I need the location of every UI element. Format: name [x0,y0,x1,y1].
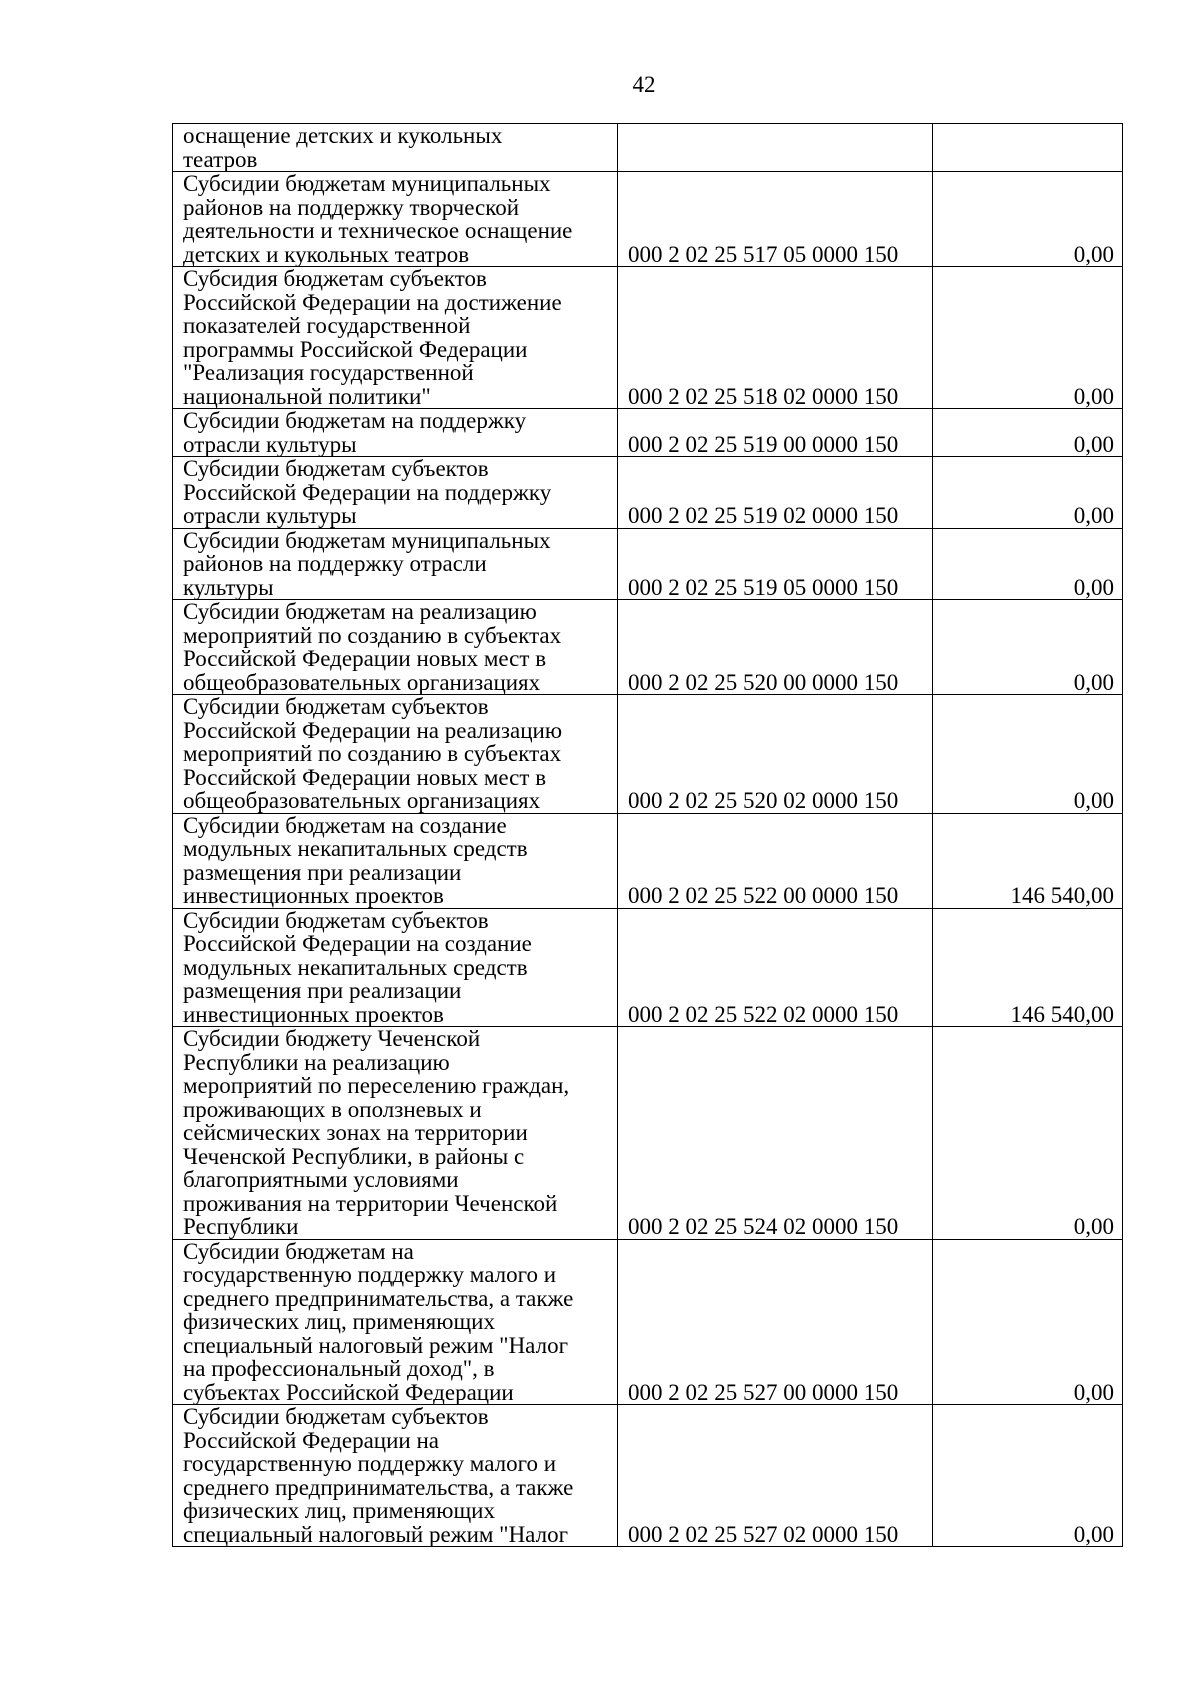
revenue-name: Субсидии бюджету Чеченской Республики на реализацию мероприятий по переселению граждан, проживающих в оползневых и сейсмических зонах на территории Чеченской Республики, в районы с благоприятными условиями проживания на территории Чеченской Республики [183,1026,570,1239]
amount: 0,00 [1073,788,1114,813]
budget-code-cell [618,1239,933,1405]
amount: 146 540,00 [1010,1001,1114,1027]
revenue-name-cell [173,1239,618,1405]
table-row [173,267,1123,409]
table-row [173,1027,1123,1240]
budget-code-cell [618,908,933,1027]
table-row [173,528,1123,600]
amount-cell [933,124,1123,172]
budget-code-cell [618,1027,933,1240]
revenue-name: Субсидии бюджетам муниципальных районов на поддержку отрасли культуры [183,528,551,600]
budget-code-cell [618,457,933,529]
budget-code: 000 2 02 25 519 02 0000 150 [628,503,899,528]
amount: 0,00 [1073,1214,1114,1239]
amount-cell [933,1027,1123,1240]
table-row [173,172,1123,267]
budget-code: 000 2 02 25 522 02 0000 150 [628,1001,899,1027]
revenue-name-cell [173,813,618,908]
revenue-name-cell [173,600,618,695]
budget-code: 000 2 02 25 520 00 0000 150 [628,669,899,695]
amount-cell [933,528,1123,600]
amount-cell [933,457,1123,529]
amount-cell [933,908,1123,1027]
revenue-name-cell [173,409,618,457]
table-body [173,124,1123,1547]
budget-code: 000 2 02 25 527 00 0000 150 [628,1379,899,1405]
revenue-name-cell [173,124,618,172]
table-row [173,409,1123,457]
budget-code: 000 2 02 25 517 05 0000 150 [628,241,899,267]
revenue-name: Субсидии бюджетам на реализацию мероприятий по созданию в субъектах Российской Федерации новых мест в общеобразовательных организациях [183,599,562,695]
revenue-name: Субсидии бюджетам на создание модульных некапитальных средств размещения при реализации инвестиционных проектов [183,813,528,908]
revenue-name: Субсидии бюджетам муниципальных районов на поддержку творческой деятельности и техническое оснащение детских и кукольных театров [183,171,573,267]
revenue-name: Субсидии бюджетам субъектов Российской Федерации на поддержку отрасли культуры [183,456,552,528]
revenue-name: Субсидия бюджетам субъектов Российской Федерации на достижение показателей государственной программы Российской Федерации "Реализация государственной национальной политики" [183,266,562,409]
revenue-name: Субсидии бюджетам субъектов Российской Федерации на реализацию мероприятий по созданию в субъектах Российской Федерации новых мест в общеобразовательных организациях [183,694,563,813]
table-row [173,813,1123,908]
revenue-name: Субсидии бюджетам на государственную поддержку малого и среднего предпринимательства, а также физических лиц, применяющих специальный налоговый режим "Налог на профессиональный доход", в субъектах Российской Федерации [183,1239,574,1405]
amount-cell [933,267,1123,409]
table-row [173,695,1123,814]
amount: 0,00 [1073,669,1114,695]
revenue-name: Субсидии бюджетам субъектов Российской Федерации на государственную поддержку малого и среднего предпринимательства, а также физических лиц, применяющих специальный налоговый режим "Налог [183,1404,574,1547]
amount-cell [933,1405,1123,1547]
revenue-name-cell [173,528,618,600]
amount: 0,00 [1073,241,1114,267]
amount-cell [933,695,1123,814]
revenue-name-cell [173,457,618,529]
amount: 146 540,00 [1010,883,1114,908]
budget-code: 000 2 02 25 519 05 0000 150 [628,574,899,600]
budget-code-cell [618,124,933,172]
budget-code-cell [618,1405,933,1547]
amount-cell [933,1239,1123,1405]
budget-code: 000 2 02 25 519 00 0000 150 [628,431,899,457]
revenue-name-cell [173,695,618,814]
revenue-name-cell [173,1405,618,1547]
amount-cell [933,409,1123,457]
table-row [173,600,1123,695]
revenue-name: Субсидии бюджетам на поддержку отрасли культуры [183,408,527,457]
budget-code: 000 2 02 25 524 02 0000 150 [628,1214,899,1239]
budget-code: 000 2 02 25 522 00 0000 150 [628,883,899,908]
amount-cell [933,600,1123,695]
amount: 0,00 [1073,431,1114,457]
table-row [173,908,1123,1027]
revenue-name-cell [173,1027,618,1240]
revenue-name-cell [173,267,618,409]
revenue-name-cell [173,908,618,1027]
budget-code-cell [618,600,933,695]
budget-code-cell [618,267,933,409]
page-number: 42 [632,72,656,97]
amount: 0,00 [1073,1379,1114,1405]
table-row [173,124,1123,172]
table-row [173,1405,1123,1547]
amount-cell [933,813,1123,908]
amount: 0,00 [1073,574,1114,600]
table-row [173,457,1123,529]
revenue-name-cell [173,172,618,267]
budget-revenue-table [172,123,1123,1547]
revenue-name: оснащение детских и кукольных театров [183,123,503,172]
amount-cell [933,172,1123,267]
table-row [173,1239,1123,1405]
budget-code-cell [618,172,933,267]
budget-code: 000 2 02 25 527 02 0000 150 [628,1521,899,1547]
amount: 0,00 [1073,1521,1114,1547]
budget-code-cell [618,695,933,814]
amount: 0,00 [1073,503,1114,528]
amount: 0,00 [1073,383,1114,409]
budget-code: 000 2 02 25 520 02 0000 150 [628,788,899,813]
budget-code-cell [618,813,933,908]
budget-code-cell [618,528,933,600]
revenue-name: Субсидии бюджетам субъектов Российской Федерации на создание модульных некапитальных средств размещения при реализации инвестиционных проектов [183,908,532,1027]
budget-code-cell [618,409,933,457]
budget-code: 000 2 02 25 518 02 0000 150 [628,383,899,409]
